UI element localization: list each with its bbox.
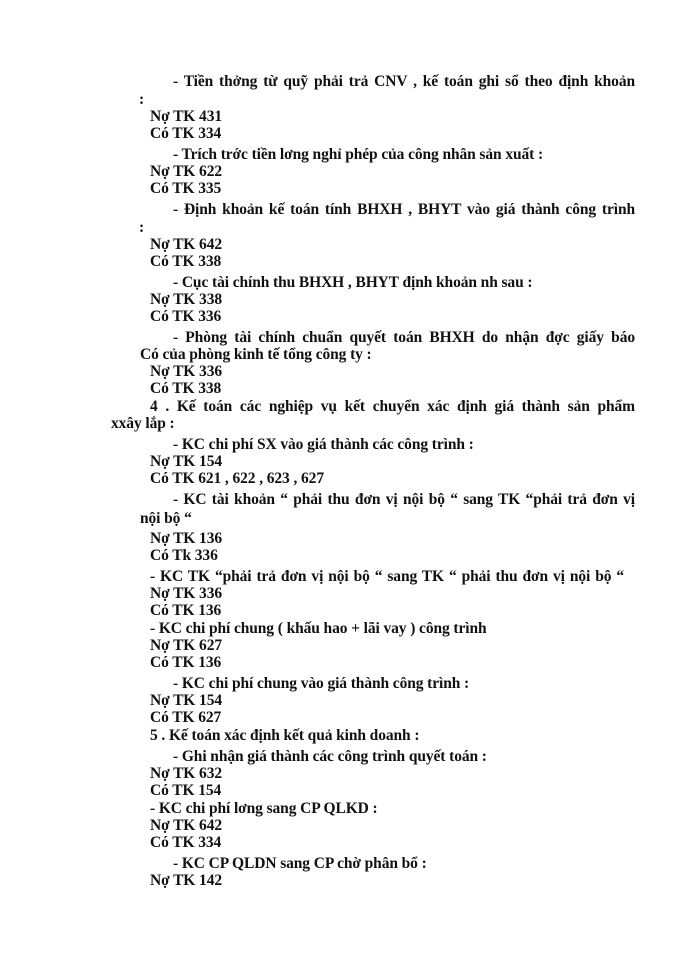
text-line: - Định khoản kế toán tính BHXH , BHYT vào giá thành công trình xyxy=(173,201,635,218)
section-heading: 4 . Kế toán các nghiệp vụ kết chuyển xác định giá thành sản phẩm xyxy=(150,398,635,415)
text-line: - KC chi phí lơng sang CP QLKD : xyxy=(150,800,378,817)
text-line: Nợ TK 142 xyxy=(150,872,222,889)
text-line: : xyxy=(139,219,145,236)
text-line: Nợ TK 336 xyxy=(150,585,222,602)
text-line: Có TK 627 xyxy=(150,709,222,726)
text-line: - Cục tài chính thu BHXH , BHYT định khoản nh sau : xyxy=(173,274,533,291)
text-line: Có TK 335 xyxy=(150,180,222,197)
text-line: - KC tài khoản “ phải thu đơn vị nội bộ “ sang TK “phải trả đơn vị xyxy=(173,491,635,508)
text-line: Nợ TK 154 xyxy=(150,453,222,470)
text-line: Có TK 334 xyxy=(150,834,222,851)
text-line: Nợ TK 336 xyxy=(150,363,222,380)
text-line: Nợ TK 642 xyxy=(150,817,222,834)
text-line: Nợ TK 338 xyxy=(150,291,222,308)
text-line: - KC chi phí chung ( khấu hao + lãi vay ) công trình xyxy=(150,620,487,637)
text-line: - KC chi phí chung vào giá thành công trình : xyxy=(173,675,470,692)
text-line: Có TK 621 , 622 , 623 , 627 xyxy=(150,470,324,487)
text-line: Có TK 336 xyxy=(150,308,222,325)
text-line: - KC TK “phải trả đơn vị nội bộ “ sang TK “ phải thu đơn vị nội bộ “ xyxy=(150,568,624,585)
text-line: Nợ TK 642 xyxy=(150,236,222,253)
text-line: Nợ TK 154 xyxy=(150,692,222,709)
text-line: Nợ TK 632 xyxy=(150,765,222,782)
text-line: Có TK 154 xyxy=(150,782,222,799)
text-line: Có Tk 336 xyxy=(150,547,218,564)
text-line: - Ghi nhận giá thành các công trình quyết toán : xyxy=(173,748,487,765)
text-line: Nợ TK 622 xyxy=(150,163,222,180)
text-line: Có TK 136 xyxy=(150,602,222,619)
text-line: - Phòng tài chính chuẩn quyết toán BHXH do nhận đợc giấy báo xyxy=(173,329,635,346)
text-line: Nợ TK 136 xyxy=(150,530,222,547)
text-line: Có TK 136 xyxy=(150,654,222,671)
text-line: - KC chi phí SX vào giá thành các công trình : xyxy=(173,436,474,453)
section-heading-continuation: xxây lắp : xyxy=(111,415,175,432)
text-line: - KC CP QLDN sang CP chờ phân bổ : xyxy=(173,855,427,872)
text-line: Có TK 338 xyxy=(150,380,222,397)
text-line: : xyxy=(139,91,145,108)
text-line: - Trích trớc tiền lơng nghỉ phép của công nhân sản xuất : xyxy=(173,146,544,163)
text-line: Có của phòng kinh tế tổng công ty : xyxy=(140,346,372,363)
text-line: Nợ TK 627 xyxy=(150,637,222,654)
section-heading: 5 . Kế toán xác định kết quả kinh doanh : xyxy=(150,727,420,744)
text-line: Có TK 334 xyxy=(150,125,222,142)
text-line: - Tiền thởng từ quỹ phải trả CNV , kế toán ghi sổ theo định khoản xyxy=(173,73,635,90)
text-line: nội bộ “ xyxy=(140,510,192,527)
text-line: Có TK 338 xyxy=(150,253,222,270)
text-line: Nợ TK 431 xyxy=(150,108,222,125)
